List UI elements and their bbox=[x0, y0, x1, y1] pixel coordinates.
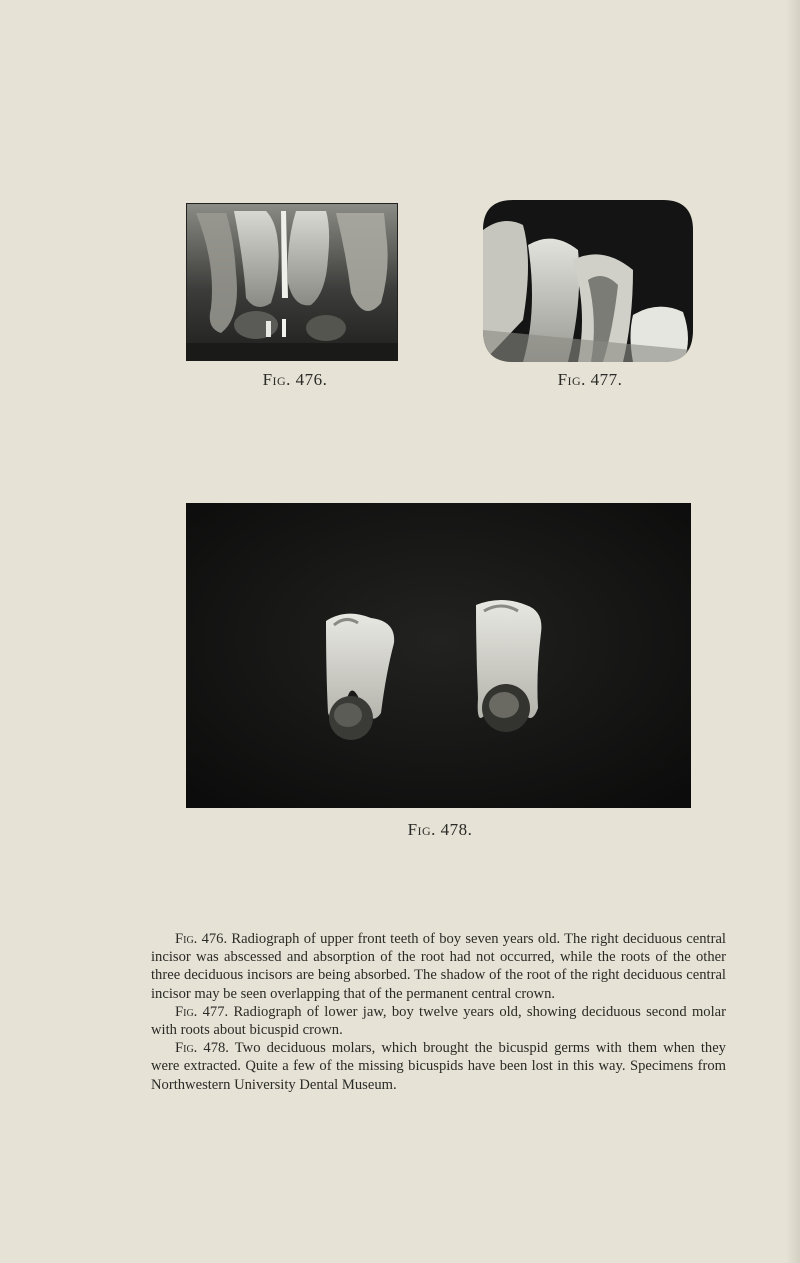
figure-476-caption bbox=[230, 370, 360, 390]
legend-paragraph bbox=[151, 1039, 726, 1094]
legend-label: Fig. 478. bbox=[175, 1040, 229, 1057]
figure-476-radiograph bbox=[186, 203, 398, 361]
figure-478-photograph bbox=[186, 503, 691, 808]
figure-477-radiograph bbox=[483, 200, 693, 362]
figure-476-label: Fig. 476. bbox=[262, 370, 328, 389]
legend-paragraph bbox=[151, 1003, 726, 1039]
legend-label: Fig. 477. bbox=[175, 1003, 229, 1020]
figure-legends bbox=[151, 930, 726, 1094]
figure-477-caption bbox=[525, 370, 655, 390]
legend-text: Radiograph of lower jaw, boy twelve years old, showing deciduous second molar with roots about bicuspid crown. bbox=[151, 1003, 726, 1039]
legend-label: Fig. 476. bbox=[175, 931, 228, 947]
legend-text: Two deciduous molars, which brought the bicuspid germs with them when they were extracted. Quite a few of the missing bicuspids have been lost in this way. Specimens from Northwestern University Dental Museum. bbox=[151, 1040, 726, 1093]
figure-477-label: Fig. 477. bbox=[557, 370, 623, 389]
page-edge-shadow bbox=[786, 0, 800, 1263]
right-molar bbox=[476, 600, 541, 732]
legend-paragraph bbox=[151, 930, 726, 1003]
figure-478-caption bbox=[380, 820, 500, 840]
legend-text: Radiograph of upper front teeth of boy seven years old. The right deciduous central incisor was abscessed and absorption of the root had not occurred, while the roots of the other three deciduous incisors are being absorbed. The shadow of the root of the right deciduous central incisor may be seen overlapping that of the permanent central crown. bbox=[151, 931, 726, 1002]
figure-478-label: Fig. 478. bbox=[407, 820, 473, 839]
